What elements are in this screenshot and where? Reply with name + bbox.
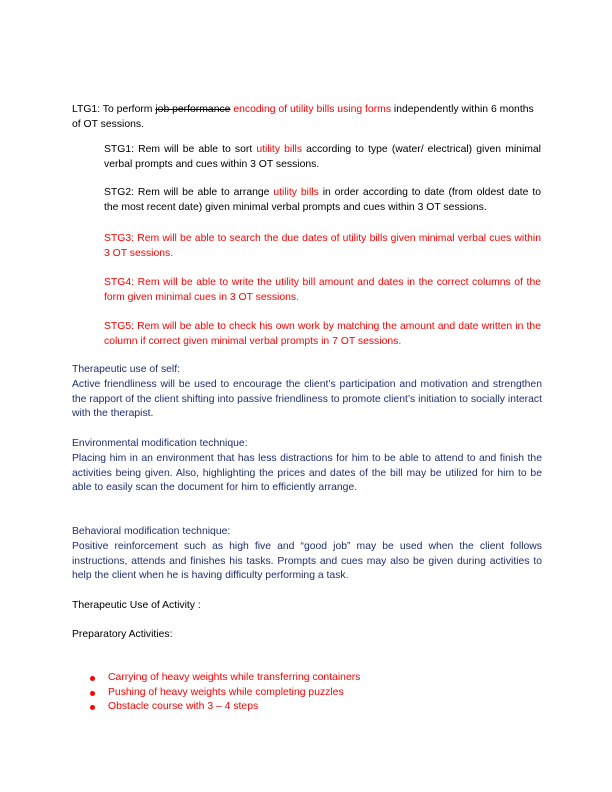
stg1-highlight: utility bills — [256, 144, 303, 155]
stg5-paragraph: STG5: Rem will be able to check his own work by matching the amount and date written in the column if correct given minimal verbal prompts in 7 OT sessions. — [104, 321, 541, 347]
preparatory-heading: Preparatory Activities: — [72, 629, 173, 640]
stg1-suffix: according to type (water/ electrical) given minimal verbal prompts and cues within 3 OT sessions. — [104, 144, 541, 170]
stg2-highlight: utility bills — [273, 187, 319, 198]
stg3-paragraph: STG3: Rem will be able to search the due dates of utility bills given minimal verbal cues within 3 OT sessions. — [104, 233, 541, 259]
ltg1-prefix: LTG1: To perform — [72, 104, 156, 115]
list-item-text: Carrying of heavy weights while transferring containers — [108, 672, 361, 683]
stg2-paragraph — [104, 186, 541, 215]
environmental-heading: Environmental modification technique: — [72, 438, 248, 449]
list-item-text: Pushing of heavy weights while completing puzzles — [108, 686, 344, 698]
stg2-suffix: in order according to date (from oldest date to the most recent date) given minimal verbal prompts and cues within 3 OT sessions. — [104, 187, 541, 213]
ltg1-paragraph — [72, 103, 542, 132]
ltg1-struck-text: job performance — [155, 104, 231, 115]
behavioral-body: Positive reinforcement such as high five and “good job” may be used when the client follows instructions, attends and finishes his tasks. Prompts and cues may also be given during activities to help the client when he is having difficulty performing a task. — [72, 541, 542, 582]
bullet-icon — [90, 691, 95, 696]
list-item — [92, 700, 492, 715]
stg1-paragraph — [104, 143, 541, 172]
ltg1-highlight: encoding of utility bills using forms — [233, 104, 392, 115]
therapeutic-self-body: Active friendliness will be used to encourage the client’s participation and motivation and strengthen the rapport of the client shifting into passive friendliness to promote client’s initiation to socially interact with the therapist. — [72, 379, 542, 420]
stg2-prefix: STG2: Rem will be able to arrange — [104, 187, 274, 198]
activity-heading: Therapeutic Use of Activity : — [72, 600, 201, 611]
preparatory-list — [92, 671, 492, 715]
list-item — [92, 671, 492, 686]
therapeutic-self-heading: Therapeutic use of self: — [72, 364, 181, 375]
list-item-text: Obstacle course with 3 – 4 steps — [108, 701, 259, 713]
ltg1-suffix: independently within 6 months of OT sessions. — [72, 104, 534, 130]
stg4-paragraph: STG4: Rem will be able to write the utility bill amount and dates in the correct columns of the form given minimal cues in 3 OT sessions. — [104, 277, 541, 303]
bullet-icon — [90, 676, 95, 681]
stg1-prefix: STG1: Rem will be able to sort — [104, 144, 257, 155]
environmental-body: Placing him in an environment that has less distractions for him to be able to attend to and finish the activities being given. Also, highlighting the prices and dates of the bill may be utilized for him to be able to easily scan the document for him to efficiently arrange. — [72, 453, 542, 494]
behavioral-heading: Behavioral modification technique: — [72, 526, 231, 537]
bullet-icon — [90, 705, 95, 710]
list-item — [92, 686, 492, 701]
